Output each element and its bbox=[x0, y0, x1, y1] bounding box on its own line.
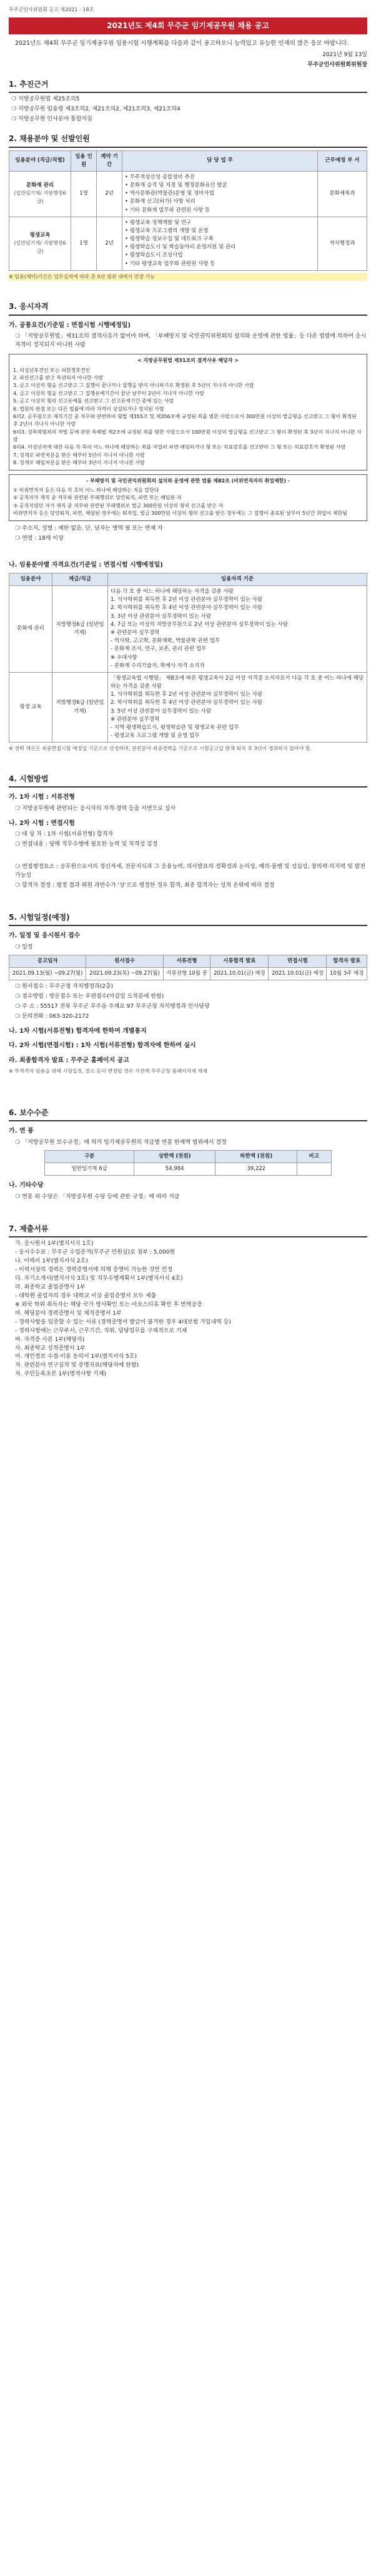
qualification-table bbox=[9, 573, 367, 743]
period-cell: 2년 bbox=[97, 217, 122, 270]
table-cell: 2021.10.01(금) 예정 bbox=[210, 968, 269, 980]
col-header: 임용 인원 bbox=[71, 150, 97, 171]
table-header-row bbox=[9, 955, 367, 967]
application-item: ❍ 원서접수 : 무주군청 자치행정과(2층) bbox=[15, 983, 114, 990]
second-exam-item: ❍ 면접내용 : 당해 직무수행에 필요한 능력 및 적격성 검정 bbox=[15, 841, 158, 848]
list-item: 6의3. 성폭력범죄의 처벌 등에 관한 특례법 제2조에 규정된 죄를 범한 사람으로서 100만원 이상의 벌금형을 선고받고 그 형이 확정된 후 3년이 지나지 아니한 사람 bbox=[13, 429, 362, 443]
list-item: 다. 자기소개서(별지서식 3호) 및 직무수행계획서 1부(별지서식 4호) bbox=[15, 1276, 183, 1282]
period-cell: 2년 bbox=[97, 171, 122, 217]
list-item: 2. 학사학위를 취득한 후 4년 이상 관련분야 실무경력이 있는 사람 bbox=[111, 700, 263, 706]
circle-bullet-icon: ❍ bbox=[15, 841, 21, 848]
list-item: • 평생교육 정책개발 및 연구 bbox=[125, 219, 192, 226]
salary-title: 가. 연 봉 bbox=[9, 1128, 34, 1135]
table-cell: 39,222 bbox=[215, 1163, 297, 1176]
second-exam-schedule-title: 다. 2차 시험(면접시험) : 1차 시험(서류전형) 합격자에 한하여 실시 bbox=[9, 1042, 196, 1050]
contract-note: ※ 임용(계약)기간은 업무실적에 따라 총 5년 범위 내에서 연장 가능 bbox=[9, 273, 367, 281]
allowance-title: 나. 기타수당 bbox=[9, 1182, 44, 1189]
list-item: - 응시수수료 : 무주군 수입증지(무주군 민원실)로 첨부 : 5,000원 bbox=[15, 1249, 176, 1256]
table-cell: 일반임기제 6급 bbox=[45, 1163, 134, 1176]
list-item: 아. 개인정보 수집·이용 동의서 1부(별지서식 5호) bbox=[15, 1354, 137, 1360]
common-requirements-title: 가. 공통요건(기준일 : 면접시험 시행예정일) bbox=[9, 321, 131, 329]
schedule-change-note: ※ 부적격자 임용을 위해 시험일정, 장소 등이 변경될 경우 사전에 무주군청 홈페이지에 게재 bbox=[9, 1068, 207, 1075]
field-cell: 문화재 관리 bbox=[9, 586, 52, 673]
list-item: - 문화재 조사, 연구, 보존, 관리 관련 업무 bbox=[111, 646, 207, 653]
list-item: 4. 금고 이상의 형을 선고받고 그 집행유예기간이 끝난 날부터 2년이 지나지 아니한 사람 bbox=[13, 390, 204, 396]
legal-basis-item: ❍ 지방공무원 임용령 제3조의2, 제21조의2, 제21조의3, 제21조의4 bbox=[11, 106, 181, 113]
circle-bullet-icon: ❍ bbox=[15, 525, 21, 532]
col-header: 시류합격 발표 bbox=[210, 955, 269, 967]
list-item: • 기타 문화재 업무와 관련된 사항 등 bbox=[125, 207, 210, 213]
col-header: 구분 bbox=[45, 1150, 134, 1163]
col-header: 임용분야 bbox=[9, 573, 52, 585]
list-item: ① 비위면직자 등은 다음 각 호의 어느 하나에 해당하는 직을 말한다 bbox=[13, 487, 159, 494]
list-item: 7. 징계로 파면처분을 받은 때부터 5년이 지나지 아니한 사람 bbox=[13, 452, 145, 458]
circle-bullet-icon: ❍ bbox=[15, 805, 21, 812]
application-item: ❍ 접수방법 : 방문접수 또는 우편접수(마감일 도착분에 한함) bbox=[15, 993, 164, 1000]
list-item: - 문화재 수리기술자, 학예사 자격 소지자 bbox=[111, 662, 205, 669]
list-item: • 기타 평생교육 업무와 관련된 사항 등 bbox=[125, 260, 215, 267]
application-item: ❍ 문의전화 : 063-320-2172 bbox=[15, 1013, 89, 1020]
list-item: 1. 석사학위를 취득한 후 2년 이상 관련분야 실무경력이 있는 사람 bbox=[111, 691, 263, 698]
schedule-label: ❍ 일정 bbox=[15, 944, 33, 950]
list-item: 6. 법원의 판결 또는 다른 법률에 따라 자격이 상실되거나 정지된 사람 bbox=[13, 406, 164, 412]
list-item: 다음 각 호 중 어느 하나에 해당하는 자격을 갖춘 사람 bbox=[111, 588, 234, 595]
list-item: 4. 7급 또는 이상의 지방공무원으로 2년 이상 관련분야 실무경력이 있는 사람 bbox=[111, 621, 289, 628]
list-item: ③ 공직자였던 자가 재직 중 직무와 관련된 부패행위로 벌금 300만원 이상의 형의 선고를 받은 자 bbox=[13, 502, 224, 509]
circle-bullet-icon: ❍ bbox=[11, 116, 17, 123]
list-item: - 경력사항에는 근무부서, 근무기간, 직위, 담당업무를 구체적으로 기재 bbox=[15, 1327, 187, 1334]
list-item: • 평생학습도시 및 학습동아리 운영지원 및 관리 bbox=[125, 244, 236, 251]
list-item: 라. 최종학교 졸업증명서 1부 bbox=[15, 1284, 86, 1290]
age-req: ❍ 연령 : 18세 이상 bbox=[15, 535, 64, 542]
legal-basis-item: ❍ 지방공무원 인사분야 통합지침 bbox=[11, 116, 92, 123]
list-item: - 경력사항을 입증할 수 있는 서류 (경력증명서 발급이 불가한 경우 4대보험 가입내역 등) bbox=[15, 1319, 231, 1325]
list-item: 가. 응시원서 1부(별지서식 1호) bbox=[15, 1241, 94, 1247]
circle-bullet-icon: ❍ bbox=[15, 1013, 21, 1020]
list-item: 6의4. 미성년자에 대한 다음 각 목의 어느 하나에 해당하는 죄를 저질러 파면·해임되거나 형 또는 치료감호를 선고받아 그 형 또는 치료감호가 확정된 사람 bbox=[13, 444, 346, 451]
anticorruption-title: - 부패방지 및 국민권익위원회의 설치와 운영에 관한 법률 제82조 (비위면직자의 취업제한) - bbox=[86, 477, 290, 484]
col-header: 임용분야 (직급/직렬) bbox=[9, 150, 71, 171]
table-row bbox=[9, 217, 367, 270]
list-item: ※ 관련분야 실무경력 bbox=[111, 630, 160, 636]
list-item: • 역사문화관(박물관)운영 및 정비사업 bbox=[125, 190, 214, 197]
table-header-row bbox=[9, 573, 367, 585]
table-header-row bbox=[9, 150, 367, 171]
circle-bullet-icon: ❍ bbox=[15, 864, 21, 871]
list-item: 1. 석사학위를 취득한 후 2년 이상 관련분야 실무경력이 있는 사람 bbox=[111, 597, 263, 603]
list-item: 차. 주민등록초본 1부(병적사항 기재) bbox=[15, 1371, 106, 1378]
legal-basis-item: ❍ 지방공무원법 제25조의5 bbox=[11, 96, 80, 103]
table-cell: 2021.10.01(금) 예정 bbox=[269, 968, 327, 980]
section-2-title: 2. 채용분야 및 선발인원 bbox=[9, 133, 367, 148]
dept-cell: 문화체육과 bbox=[318, 171, 367, 217]
field-cell: 문화재 관리 (일반임기제/ 지방행정6급) bbox=[9, 171, 71, 217]
list-item: 6의2. 공무원으로 재직기간 중 직무와 관련하여 형법 제355조 및 제356조에 규정된 죄를 범한 사람으로서 300만원 이상의 벌금형을 선고받고 그 형이 확정된 후 2년이 지나지 아니한 사람 bbox=[13, 413, 357, 427]
common-requirements-text: ❍ 「지방공무원법」제31조의 결격사유가 없어야 하며, 「부패방지 및 국민권익위원회의 설치와 운영에 관한 법률」등 다른 법령에 의하여 응시자격이 정지되지 아니한 사람 bbox=[15, 333, 367, 349]
list-item: - 평생교육 프로그램 개발 및 운영 업무 bbox=[111, 733, 200, 739]
list-item: ※ 외국 학위 취득자는 해당 국가 영사확인 또는 아포스티유 확인 후 번역공증 bbox=[15, 1301, 202, 1308]
list-item: • 문화재 승격 및 지정 및 행정문화유산 발굴 bbox=[125, 182, 227, 189]
col-header: 임용자격 기준 bbox=[108, 573, 367, 585]
list-item: • 평생학습 정보수집 및 네트워크 구축 bbox=[125, 236, 214, 243]
list-item: 3. 3년 이상 관련분야 실무경력이 있는 사람 bbox=[111, 613, 212, 620]
circle-bullet-icon: ❍ bbox=[15, 1193, 21, 1200]
recruitment-table bbox=[9, 150, 367, 271]
dept-cell: 자치행정과 bbox=[318, 217, 367, 270]
experience-note: ※ 경력 계산은 최종면접시험 예정일 기준으로 산정하며, 관련분야 최종경력을 기준으로 시험공고일 현재 퇴직 후 3년이 경과하지 않아야 함. bbox=[9, 746, 312, 752]
col-header: 근무예정 부 서 bbox=[318, 150, 367, 171]
list-item: ※ 우대사항 bbox=[111, 654, 137, 661]
list-item: 바. 자격증 사본 1부(해당자) bbox=[15, 1336, 85, 1343]
duties-cell bbox=[122, 217, 318, 270]
field-requirements-title: 나. 임용분야별 자격요건(기준일 : 면접시험 시행예정일) bbox=[9, 562, 163, 569]
col-header: 공고일자 bbox=[9, 955, 86, 967]
list-item: - 대학원 졸업자의 경우 대학교 이상 졸업증명서 모두 제출 bbox=[15, 1292, 157, 1299]
table-cell: 54,984 bbox=[134, 1163, 215, 1176]
circle-bullet-icon: ❍ bbox=[11, 106, 17, 113]
announcing-org: 무주군인사위원회위원장 bbox=[307, 61, 367, 68]
table-cell: 10월 3주 예정 bbox=[327, 968, 367, 980]
col-header: 계약 기간 bbox=[97, 150, 122, 171]
col-header: 원서접수 bbox=[86, 955, 163, 967]
allowance-text: ❍ 연봉 외 수당은 「지방공무원 수당 등에 관한 규정」에 따라 지급 bbox=[15, 1193, 180, 1200]
disqualification-box bbox=[9, 354, 367, 470]
table-row bbox=[45, 1163, 331, 1176]
count-cell: 1명 bbox=[71, 217, 97, 270]
circle-bullet-icon: ❍ bbox=[15, 944, 21, 950]
table-row bbox=[9, 586, 367, 673]
grade-cell: 지방행정6급 (일반임기제) bbox=[52, 586, 108, 673]
list-item: - 이력서상의 경력은 경력증명서에 의해 증명이 가능한 것만 인정 bbox=[15, 1267, 173, 1274]
col-header: 면접시험 bbox=[269, 955, 327, 967]
section-1-title: 1. 추진근거 bbox=[9, 79, 367, 94]
grade-cell: 지방행정6급 (일반임기제) bbox=[52, 672, 108, 742]
col-header: 하한액 (천원) bbox=[215, 1150, 297, 1163]
first-exam-title: 가. 1차 시험 : 서류전형 bbox=[9, 794, 75, 801]
announcement-date: 2021년 9월 13일 bbox=[322, 51, 367, 58]
residence-gender-req: ❍ 주소지, 성별 : 제한 없음. 단, 남자는 병역 필 또는 면제 자 bbox=[15, 525, 163, 532]
salary-table bbox=[44, 1150, 331, 1176]
circle-bullet-icon: ❍ bbox=[15, 1139, 21, 1146]
circle-bullet-icon: ❍ bbox=[15, 882, 21, 889]
list-item: 비위면직자 등은 당연퇴직, 파면, 해임된 경우에는 퇴직일, 벌금 300만원 이상의 형의 선고를 받은 경우에는 그 집행이 종료된 날부터 5년간 취업이 제한됨 bbox=[13, 510, 347, 517]
list-item: 2. 파산선고를 받고 복권되지 아니한 사람 bbox=[13, 374, 103, 381]
anticorruption-box bbox=[9, 474, 367, 521]
announcement-number: 무주군인사위원회 공고 제2021 - 18호 bbox=[9, 7, 94, 12]
list-item: - 역사학, 고고학, 문화재학, 박물관학 관련 업무 bbox=[111, 638, 220, 645]
list-item: 「평생교육법 시행령」 제8조에 따른 평생교육사 2급 이상 자격증 소지자로서 다음 각 호 중 어느 하나에 해당하는 자격을 갖춘 사람 bbox=[111, 675, 364, 690]
table-cell: 2021.09.13(월) ~09.27(월) bbox=[9, 968, 86, 980]
field-cell: 평생 교육 bbox=[9, 672, 52, 742]
list-item: 5. 금고 이상의 형의 선고유예를 선고받고 그 선고유예기간 중에 있는 사람 bbox=[13, 398, 174, 404]
interview-item: ❍ 합격자 결정 : 평정 결과 위원 과반수가 '상'으로 평정한 경우 합격, 최종 합격자는 성적 순위에 따라 결정 bbox=[15, 882, 275, 889]
requirement-cell bbox=[108, 586, 367, 673]
interview-item: ❍ 면접평정요소 : 공무원으로서의 정신자세, 전문지식과 그 응용능력, 의사발표의 정확성과 논리성, 예의·품행 및 성실성, 창의력·의지력 및 발전가능성 bbox=[15, 864, 366, 879]
final-result-title: 라. 최종합격자 발표 : 무주군 홈페이지 공고 bbox=[9, 1056, 129, 1064]
list-item: 8. 징계로 해임처분을 받은 때부터 3년이 지나지 아니한 사람 bbox=[13, 460, 145, 466]
list-item: 3. 금고 이상의 형을 선고받고 그 집행이 끝나거나 집행을 받지 아니하기로 확정된 후 5년이 지나지 아니한 사람 bbox=[13, 383, 254, 389]
schedule-subtitle: 가. 일정 및 응시원서 접수 bbox=[9, 932, 81, 940]
list-item: ※ 관련분야 실무경력 bbox=[111, 716, 160, 723]
circle-bullet-icon: ❍ bbox=[15, 983, 21, 990]
list-item: • 무주적상산성 종합정비 추진 bbox=[125, 173, 195, 180]
list-item: • 평생교육 프로그램의 개발 및 운영 bbox=[125, 227, 209, 234]
table-row bbox=[9, 171, 367, 217]
col-header: 상한액 (천원) bbox=[134, 1150, 215, 1163]
second-exam-title: 나. 2차 시험 : 면접시험 bbox=[9, 819, 75, 827]
table-row bbox=[9, 672, 367, 742]
list-item: 1. 피성년후견인 또는 피한정후견인 bbox=[13, 367, 91, 373]
col-header: 서류전형 bbox=[163, 955, 210, 967]
section-3-title: 3. 응시자격 bbox=[9, 301, 367, 316]
list-item: 2. 학사학위를 취득한 후 4년 이상 관련분야 실무경력이 있는 사람 bbox=[111, 605, 263, 612]
col-header: 계급/직급 bbox=[52, 573, 108, 585]
schedule-table bbox=[9, 955, 367, 980]
section-7-title: 7. 제출서류 bbox=[9, 1223, 367, 1238]
table-row bbox=[9, 968, 367, 980]
table-cell: 서류전형 10월 중 bbox=[163, 968, 210, 980]
first-exam-text: ❍ 지방공무원에 관련되는 응시자의 자격·경력 등을 서면으로 심사 bbox=[15, 805, 176, 812]
list-item: 사. 최종학교 성적증명서 1부 bbox=[15, 1345, 86, 1352]
list-item: 자. 관련분야 연구실적 및 증명자료(해당자에 한함) bbox=[15, 1362, 139, 1369]
page-title: 2021년도 제4회 무주군 임기제공무원 채용 공고 bbox=[9, 17, 367, 34]
count-cell: 1명 bbox=[71, 171, 97, 217]
section-6-title: 6. 보수수준 bbox=[9, 1107, 367, 1122]
list-item: - 지역 평생학습도시, 평생학습관 및 평생교육 관련 업무 bbox=[111, 724, 239, 731]
list-item: ② 공직자가 재직 중 직무와 관련된 부패행위로 당연퇴직, 파면 또는 해임된 자 bbox=[13, 495, 182, 501]
disqualification-title: < 지방공무원법 제31조의 결격사유 해당자 > bbox=[137, 358, 239, 364]
duties-cell bbox=[122, 171, 318, 217]
col-header: 담 당 업 무 bbox=[122, 150, 318, 171]
list-item: 나. 이력서 1부(별지서식 2호) bbox=[15, 1258, 88, 1265]
salary-text: ❍ 「지방공무원 보수규정」에 의거 임기제공무원의 직급별 연봉 한계액 범위에서 결정 bbox=[15, 1139, 227, 1146]
list-item: 3. 5년 이상 관련분야 실무경력이 있는 사람 bbox=[111, 708, 212, 715]
documents-list bbox=[15, 1240, 367, 1379]
circle-bullet-icon: ❍ bbox=[15, 993, 21, 1000]
section-4-title: 4. 시험방법 bbox=[9, 773, 367, 788]
field-cell: 평생교육 (일반임기제/ 지방행정6급) bbox=[9, 217, 71, 270]
requirement-cell bbox=[108, 672, 367, 742]
col-header: 비고 bbox=[297, 1150, 331, 1163]
table-cell bbox=[297, 1163, 331, 1176]
circle-bullet-icon: ❍ bbox=[11, 96, 17, 103]
section-5-title: 5. 시험일정(예정) bbox=[9, 912, 367, 927]
list-item: 마. 해당분야 경력증명서 및 재직증명서 1부 bbox=[15, 1310, 122, 1317]
first-result-title: 나. 1차 시험(서류전형) 합격자에 한하여 개별통지 bbox=[9, 1027, 147, 1035]
list-item: • 평생학습도시 조성사업 bbox=[125, 252, 183, 259]
col-header: 합격자 발표 bbox=[327, 955, 367, 967]
application-item: ❍ 주 소 : 55517 전북 무주군 무주읍 주계로 97 무주군청 자치행정과 인사담당 bbox=[15, 1003, 210, 1010]
circle-bullet-icon: ❍ bbox=[15, 333, 21, 340]
circle-bullet-icon: ❍ bbox=[15, 831, 21, 838]
intro-text: 2021년도 제4회 무주군 임기제공무원 임용시험 시행계획을 다음과 같이 공고하오니 능력있고 유능한 인재의 많은 응모 바랍니다. bbox=[15, 39, 349, 47]
table-cell: 2021.09.23(목) ~09.27(월) bbox=[86, 968, 163, 980]
table-header-row bbox=[45, 1150, 331, 1163]
list-item: • 문화재 신고(허가) 사항 처리 bbox=[125, 198, 195, 205]
circle-bullet-icon: ❍ bbox=[15, 535, 21, 542]
circle-bullet-icon: ❍ bbox=[15, 1003, 21, 1010]
second-exam-item: ❍ 대 상 자 : 1차 시험(서류전형) 합격자 bbox=[15, 831, 114, 838]
